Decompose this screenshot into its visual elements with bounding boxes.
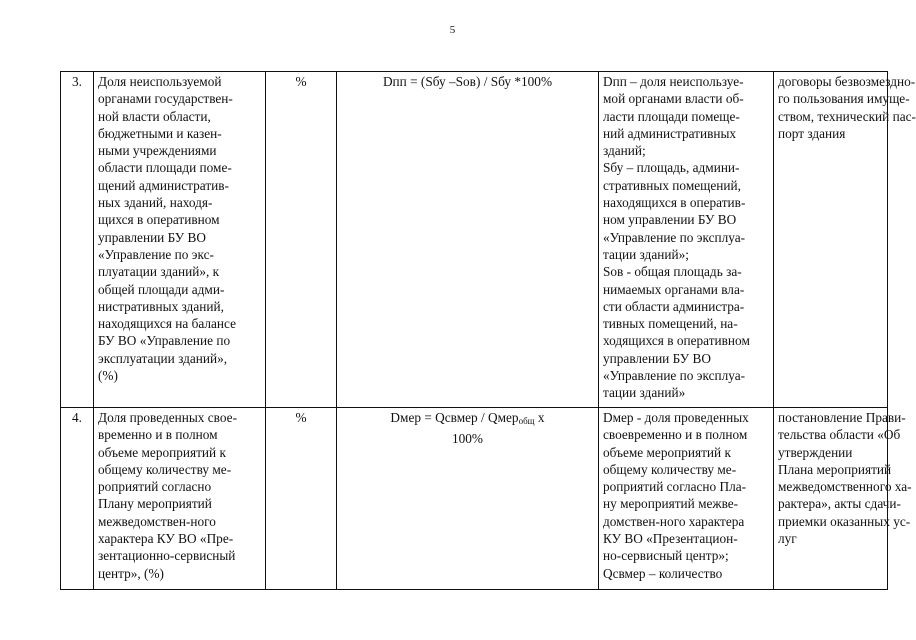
text-line: управлении БУ ВО — [98, 229, 207, 245]
text-line: Доля неиспользуемой — [98, 74, 222, 89]
text-line: ными учреждениями — [98, 143, 217, 159]
text-line: объеме мероприятий к — [603, 444, 731, 460]
text-line: области площади поме- — [98, 160, 232, 176]
formula-tail: х — [534, 410, 545, 425]
formula-subscript: общ — [518, 416, 535, 426]
text-line: ласти площади помеще- — [603, 108, 740, 124]
text-line: мой органами власти об- — [603, 91, 744, 107]
text-line: общей площади адми- — [98, 281, 225, 297]
text-line: характера КУ ВО «Пре- — [98, 531, 234, 547]
unit-cell: % — [266, 72, 337, 408]
text-line: Sов - общая площадь за- — [603, 264, 742, 280]
table-row — [61, 408, 888, 590]
text-line: находящихся в оператив- — [603, 195, 746, 211]
text-line: постановление Прави- — [778, 410, 906, 425]
text-line: ных зданий, находя- — [98, 195, 213, 211]
source-cell — [774, 408, 912, 590]
text-line: сти области администра- — [603, 298, 745, 314]
indicator-name-cell — [94, 408, 266, 590]
text-line: временно и в полном — [98, 427, 218, 443]
definition-cell — [599, 408, 774, 590]
text-line: КУ ВО «Презентацион- — [603, 531, 738, 547]
text-line: тации зданий» — [603, 385, 686, 401]
text-line: домствен-ного характера — [603, 513, 745, 529]
text-line: Плану мероприятий — [98, 496, 212, 512]
text-line: своевременно и в полном — [603, 427, 748, 443]
text-line: тельства области «Об — [778, 427, 901, 443]
row-number: 4. — [61, 408, 94, 590]
text-line: «Управление по эксплуа- — [603, 229, 746, 245]
text-line: общему количеству ме- — [98, 461, 232, 477]
text-line: щихся в оперативном — [98, 212, 220, 228]
table-row — [61, 72, 888, 408]
text-line: Dпп – доля неиспользуе- — [603, 74, 744, 89]
text-line: Qсвмер – количество — [603, 565, 723, 581]
unit-cell: % — [266, 408, 337, 590]
text-line: утверждении — [778, 444, 853, 460]
page-number: 5 — [449, 24, 456, 36]
text-line: межведомствен-ного — [98, 513, 216, 529]
text-line: приемки оказанных ус- — [778, 513, 911, 529]
text-line: общему количеству ме- — [603, 461, 737, 477]
text-line: управлении БУ ВО — [603, 350, 712, 366]
text-line: луг — [778, 531, 797, 547]
definition-cell — [599, 72, 774, 408]
text-line: ну мероприятий межве- — [603, 496, 739, 512]
text-line: зентационно-сервисный — [98, 548, 236, 564]
formula-cell — [337, 72, 599, 408]
text-line: объеме мероприятий к — [98, 444, 226, 460]
formula-text: Dпп = (Sбу –Sов) / Sбу *100% — [382, 74, 553, 89]
text-line: ходящихся в оперативном — [603, 333, 750, 349]
text-line: ном управлении БУ ВО — [603, 212, 737, 228]
text-line: Плана мероприятий — [778, 461, 892, 477]
text-line: но-сервисный центр»; — [603, 548, 729, 564]
text-line: щений административ- — [98, 177, 229, 193]
text-line: находящихся на балансе — [98, 316, 237, 332]
indicators-table — [60, 71, 916, 590]
text-line: центр», (%) — [98, 565, 164, 581]
text-line: «Управление по экс- — [98, 246, 214, 262]
text-line: порт здания — [778, 125, 846, 141]
text-line: межведомственного ха- — [778, 479, 912, 495]
text-line: ной власти области, — [98, 108, 211, 124]
text-line: нистративных зданий, — [98, 298, 224, 314]
text-line: ством, технический пас- — [778, 108, 916, 124]
text-line: БУ ВО «Управление по — [98, 333, 231, 349]
text-line: Dмер - доля проведенных — [603, 410, 749, 425]
text-line: эксплуатации зданий», — [98, 350, 228, 366]
formula-cell — [337, 408, 599, 590]
text-line: плуатации зданий», к — [98, 264, 220, 280]
text-line: роприятий согласно — [98, 479, 212, 495]
text-line: органами государствен- — [98, 91, 233, 107]
row-number: 3. — [61, 72, 94, 408]
source-cell — [774, 72, 916, 408]
text-line: роприятий согласно Пла- — [603, 479, 747, 495]
text-line: го пользования имуще- — [778, 91, 910, 107]
text-line: тации зданий»; — [603, 246, 689, 262]
indicator-name-cell — [94, 72, 266, 408]
formula-main: Dмер = Qсвмер / Qмер — [390, 410, 519, 425]
text-line: (%) — [98, 368, 118, 384]
text-line: стративных помещений, — [603, 177, 741, 193]
text-line: Доля проведенных свое- — [98, 410, 237, 425]
text-line: договоры безвозмездно- — [778, 74, 916, 89]
text-line: тивных помещений, на- — [603, 316, 738, 332]
formula-line-2: 100% — [451, 431, 484, 447]
text-line: рактера», акты сдачи- — [778, 496, 901, 512]
text-line: Sбу – площадь, админи- — [603, 160, 740, 176]
text-line: бюджетными и казен- — [98, 125, 222, 141]
text-line: нимаемых органами вла- — [603, 281, 745, 297]
text-line: ний административных — [603, 125, 737, 141]
text-line: «Управление по эксплуа- — [603, 368, 746, 384]
text-line: зданий; — [603, 143, 646, 159]
